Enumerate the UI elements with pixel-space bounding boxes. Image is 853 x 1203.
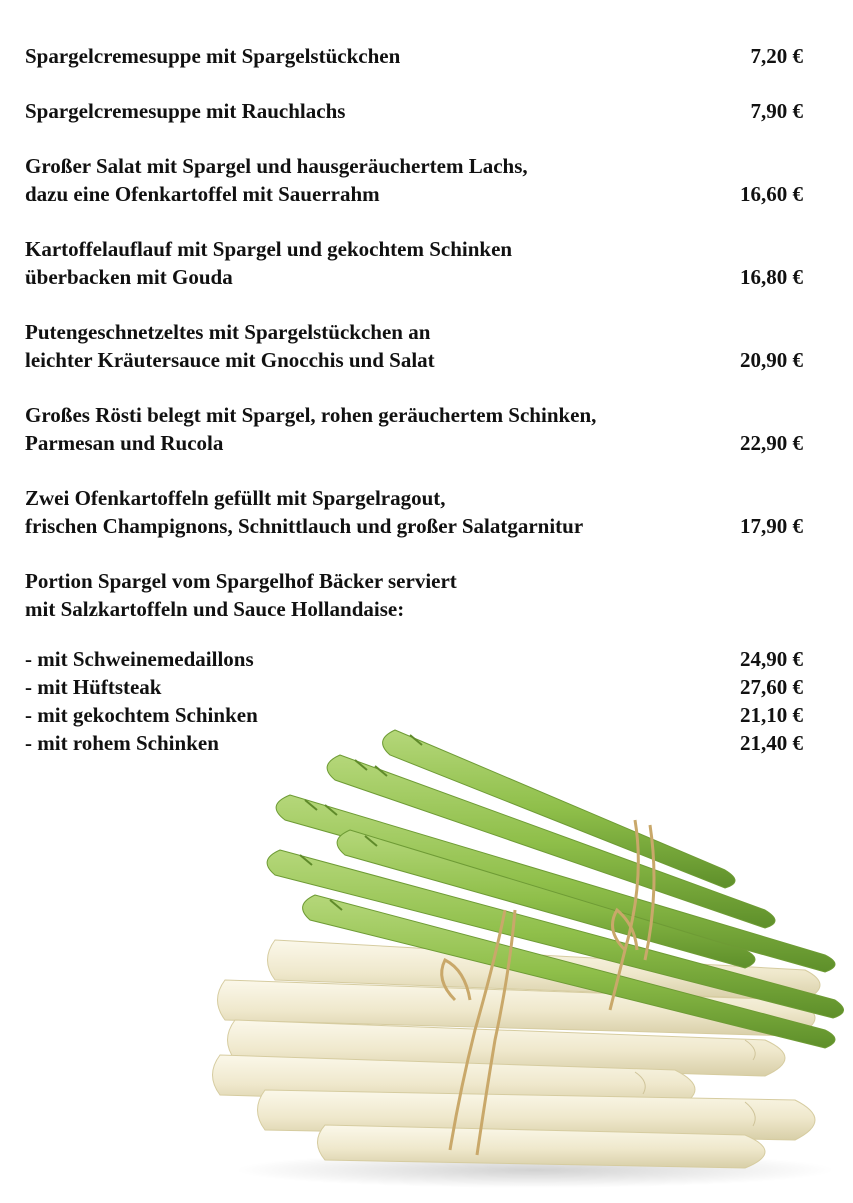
item-description: Spargelcremesuppe mit Rauchlachs bbox=[25, 99, 346, 123]
menu-item-kartoffelauflauf bbox=[25, 235, 803, 291]
item-price: 16,80 € bbox=[740, 265, 803, 289]
portion-option-schweinemedaillons bbox=[25, 645, 803, 673]
option-label: - mit Hüftsteak bbox=[25, 675, 162, 699]
item-price: 17,90 € bbox=[740, 514, 803, 538]
portion-spargel-heading: Portion Spargel vom Spargelhof Bäcker serviert mit Salzkartoffeln und Sauce Hollandaise: bbox=[25, 569, 457, 621]
option-price: 21,10 € bbox=[740, 703, 803, 727]
item-price: 7,20 € bbox=[750, 44, 803, 68]
menu-item-spargelcremesuppe-rauchlachs bbox=[25, 97, 803, 125]
menu-item-spargelcremesuppe-stueckchen bbox=[25, 42, 803, 70]
item-description: Spargelcremesuppe mit Spargelstückchen bbox=[25, 44, 401, 68]
item-description: Zwei Ofenkartoffeln gefüllt mit Spargelragout, frischen Champignons, Schnittlauch und großer Salatgarnitur bbox=[25, 486, 584, 538]
asparagus-bundle-image bbox=[205, 700, 845, 1190]
item-description: Putengeschnetzeltes mit Spargelstückchen an leichter Kräutersauce mit Gnocchis und Salat bbox=[25, 320, 435, 372]
item-price: 20,90 € bbox=[740, 348, 803, 372]
item-price: 7,90 € bbox=[750, 99, 803, 123]
menu-item-salat-lachs bbox=[25, 152, 803, 208]
option-price: 24,90 € bbox=[740, 647, 803, 671]
option-label: - mit Schweinemedaillons bbox=[25, 647, 254, 671]
menu-list bbox=[25, 42, 803, 757]
option-label: - mit gekochtem Schinken bbox=[25, 703, 258, 727]
item-price: 22,90 € bbox=[740, 431, 803, 455]
option-label: - mit rohem Schinken bbox=[25, 731, 219, 755]
item-price: 16,60 € bbox=[740, 182, 803, 206]
menu-item-putengeschnetzeltes bbox=[25, 318, 803, 374]
option-price: 27,60 € bbox=[740, 675, 803, 699]
menu-item-ofenkartoffeln bbox=[25, 484, 803, 540]
menu-item-roesti bbox=[25, 401, 803, 457]
item-description: Großer Salat mit Spargel und hausgeräuchertem Lachs, dazu eine Ofenkartoffel mit Sauerrahm bbox=[25, 154, 528, 206]
item-description: Kartoffelauflauf mit Spargel und gekochtem Schinken überbacken mit Gouda bbox=[25, 237, 513, 289]
portion-option-hueftsteak bbox=[25, 673, 803, 701]
item-description: Großes Rösti belegt mit Spargel, rohen geräuchertem Schinken, Parmesan und Rucola bbox=[25, 403, 597, 455]
option-price: 21,40 € bbox=[740, 731, 803, 755]
